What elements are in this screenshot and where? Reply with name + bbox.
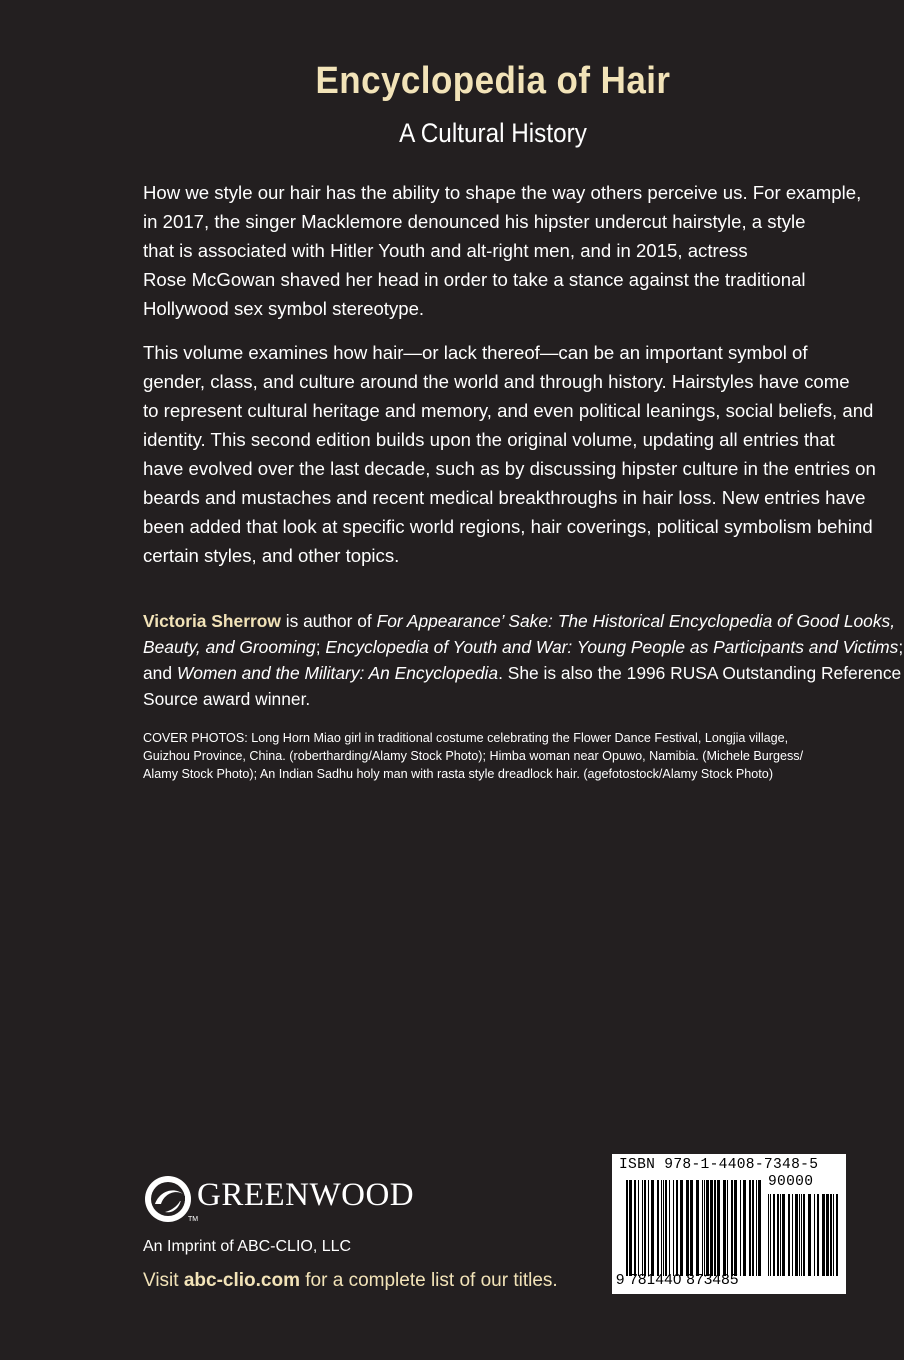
text-line bbox=[143, 660, 902, 686]
book-title-italic: Beauty, and Grooming bbox=[143, 637, 316, 657]
barcode-bar bbox=[830, 1194, 832, 1276]
barcode-bar bbox=[817, 1194, 819, 1276]
isbn-text: ISBN 978-1-4408-7348-5 bbox=[619, 1157, 819, 1173]
barcode-bar bbox=[808, 1194, 811, 1276]
barcode-bar bbox=[629, 1180, 632, 1276]
text-line: Guizhou Province, China. (robertharding/Alamy Stock Photo); Himba woman near Opuwo, Namibia. (Michele Burgess/ bbox=[143, 749, 804, 763]
barcode-bar bbox=[734, 1180, 737, 1276]
text-line: have evolved over the last decade, such as by discussing hipster culture in the entries on bbox=[143, 458, 876, 479]
barcode-bar bbox=[696, 1180, 699, 1276]
barcode-bar bbox=[803, 1194, 805, 1276]
barcode-bar bbox=[836, 1194, 838, 1276]
barcode-bar bbox=[792, 1194, 793, 1276]
barcode-bar bbox=[752, 1180, 754, 1276]
barcode-bar bbox=[740, 1180, 741, 1276]
book-title: Encyclopedia of Hair bbox=[315, 60, 671, 102]
text-line: beards and mustaches and recent medical breakthroughs in hair loss. New entries have bbox=[143, 487, 866, 508]
barcode-bar bbox=[690, 1180, 693, 1276]
text-line: Alamy Stock Photo); An Indian Sadhu holy man with rasta style dreadlock hair. (agefotostock/Alamy Stock Photo) bbox=[143, 767, 774, 781]
text-line: gender, class, and culture around the world and through history. Hairstyles have come bbox=[143, 371, 850, 392]
barcode-bar bbox=[661, 1180, 662, 1276]
author-name: Victoria Sherrow bbox=[143, 611, 281, 631]
barcode bbox=[612, 1154, 846, 1294]
barcode-bar bbox=[648, 1180, 649, 1276]
text-line: in 2017, the singer Macklemore denounced his hipster undercut hairstyle, a style bbox=[143, 211, 806, 232]
barcode-bar bbox=[768, 1194, 769, 1276]
bio-text: and bbox=[143, 663, 177, 683]
barcode-bar bbox=[634, 1180, 636, 1276]
barcode-bar bbox=[780, 1194, 781, 1276]
barcode-bar bbox=[795, 1194, 798, 1276]
barcode-bar bbox=[669, 1180, 670, 1276]
barcode-bar bbox=[686, 1180, 689, 1276]
barcode-bar bbox=[657, 1180, 659, 1276]
barcode-bar bbox=[727, 1180, 728, 1276]
barcode-bar bbox=[714, 1180, 716, 1276]
barcode-bar bbox=[663, 1180, 664, 1276]
barcode-bar bbox=[826, 1194, 829, 1276]
bio-text: is author of bbox=[280, 611, 377, 631]
text-line: certain styles, and other topics. bbox=[143, 545, 400, 566]
text-line: COVER PHOTOS: Long Horn Miao girl in traditional costume celebrating the Flower Dance Festival, Longjia village, bbox=[143, 731, 789, 745]
visit-text: for a complete list of our titles. bbox=[300, 1270, 558, 1291]
barcode-bar bbox=[743, 1180, 746, 1276]
book-title-italic: For Appearance’ Sake: The Historical Encyclopedia of Good Looks, bbox=[376, 611, 896, 631]
barcode-bar bbox=[680, 1180, 683, 1276]
barcode-bar bbox=[731, 1180, 733, 1276]
barcode-bar bbox=[642, 1180, 643, 1276]
barcode-bar bbox=[770, 1194, 771, 1276]
text-line: How we style our hair has the ability to shape the way others perceive us. For example, bbox=[143, 182, 862, 203]
book-title-italic: Women and the Military: An Encyclopedia bbox=[176, 663, 499, 683]
barcode-bar bbox=[626, 1180, 628, 1276]
barcode-bar bbox=[782, 1194, 785, 1276]
visit-line bbox=[143, 1270, 558, 1292]
visit-text: Visit bbox=[143, 1270, 184, 1291]
text-line: Source award winner. bbox=[143, 689, 311, 709]
greenwood-logo-icon bbox=[143, 1174, 193, 1224]
book-subtitle: A Cultural History bbox=[399, 118, 587, 148]
price-code: 90000 bbox=[768, 1174, 814, 1190]
imprint-line: An Imprint of ABC-CLIO, LLC bbox=[143, 1238, 352, 1255]
book-title-italic: Encyclopedia of Youth and War: Young People as Participants and Victims bbox=[325, 637, 899, 657]
cover-photo-credits bbox=[143, 729, 843, 783]
barcode-bar bbox=[749, 1180, 751, 1276]
barcode-bar bbox=[756, 1180, 757, 1276]
barcode-bar bbox=[801, 1194, 802, 1276]
barcode-bar bbox=[773, 1194, 775, 1276]
barcode-bar bbox=[702, 1180, 703, 1276]
barcode-bar bbox=[651, 1180, 654, 1276]
barcode-bar bbox=[706, 1180, 709, 1276]
trademark-mark: TM bbox=[188, 1216, 199, 1223]
barcode-bar bbox=[799, 1194, 800, 1276]
description-paragraph-1 bbox=[143, 178, 862, 323]
barcode-bar bbox=[665, 1180, 667, 1276]
barcode-bar bbox=[644, 1180, 646, 1276]
text-line: that is associated with Hitler Youth and alt-right men, and in 2015, actress bbox=[143, 240, 748, 261]
barcode-bar bbox=[814, 1194, 815, 1276]
barcode-bar bbox=[833, 1194, 834, 1276]
barcode-bar bbox=[710, 1180, 713, 1276]
text-line: This volume examines how hair—or lack thereof—can be an important symbol of bbox=[143, 342, 808, 363]
barcode-bar bbox=[777, 1194, 779, 1276]
barcode-bar bbox=[788, 1194, 790, 1276]
text-line: identity. This second edition builds upon the original volume, updating all entries that bbox=[143, 429, 835, 450]
text-line bbox=[143, 634, 904, 660]
barcode-bar bbox=[822, 1194, 825, 1276]
barcode-bar bbox=[723, 1180, 726, 1276]
barcode-bar bbox=[758, 1180, 761, 1276]
ean-digits: 9 781440 873485 bbox=[616, 1271, 739, 1288]
barcode-bar bbox=[704, 1180, 705, 1276]
text-line bbox=[143, 608, 896, 634]
text-line: to represent cultural heritage and memory, and even political leanings, social beliefs, and bbox=[143, 400, 874, 421]
author-bio bbox=[143, 608, 904, 712]
bio-text: . She is also the 1996 RUSA Outstanding Reference bbox=[498, 663, 902, 683]
barcode-bar bbox=[638, 1180, 639, 1276]
barcode-bar bbox=[717, 1180, 720, 1276]
barcode-bar bbox=[676, 1180, 678, 1276]
bio-text: ; bbox=[315, 637, 326, 657]
bio-text: ; bbox=[898, 637, 904, 657]
text-line: been added that look at specific world regions, hair coverings, political symbolism behind bbox=[143, 516, 873, 537]
website-link[interactable]: abc-clio.com bbox=[183, 1270, 300, 1291]
text-line: Rose McGowan shaved her head in order to take a stance against the traditional bbox=[143, 269, 806, 290]
text-line: Hollywood sex symbol stereotype. bbox=[143, 298, 425, 319]
description-paragraph-2 bbox=[143, 338, 876, 570]
publisher-name: GREENWOOD bbox=[197, 1177, 415, 1213]
barcode-bar bbox=[673, 1180, 674, 1276]
